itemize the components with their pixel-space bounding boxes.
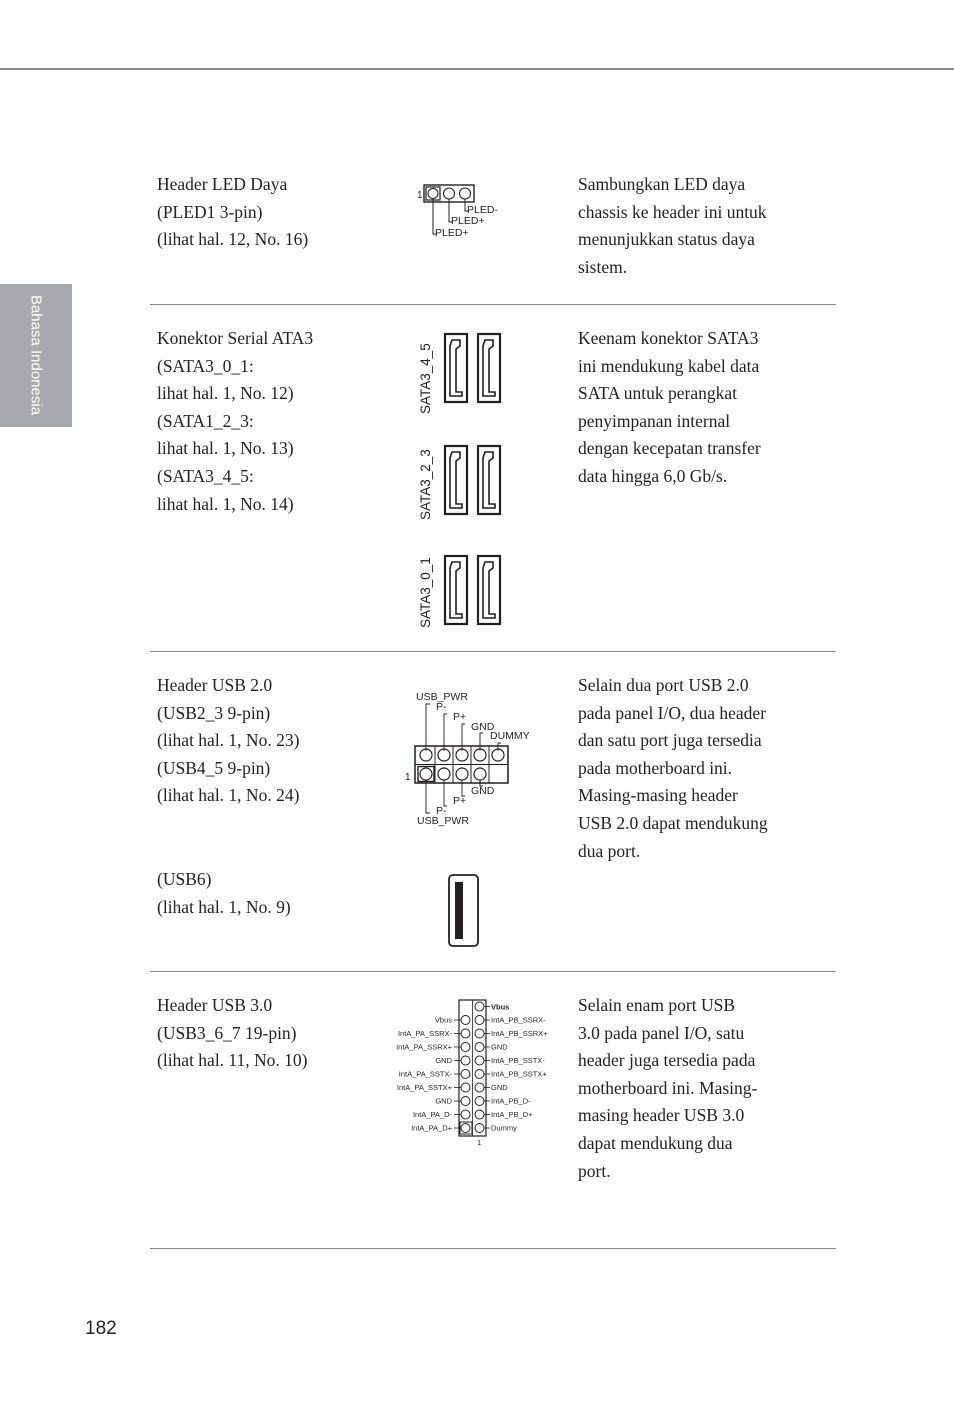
text-line: (USB2_3 9-pin)	[157, 702, 271, 723]
pin-label: IntA_PA_SSRX+	[396, 1042, 452, 1052]
pled-explanation	[578, 171, 767, 281]
pin-label: IntA_PB_SSTX+	[491, 1069, 547, 1079]
text-line: chassis ke header ini untuk	[578, 201, 767, 222]
usb3-right-labels	[491, 1016, 548, 1133]
text-line: dan satu port juga tersedia	[578, 730, 762, 751]
text-line: lihat hal. 1, No. 14)	[157, 493, 294, 514]
text-line: header juga tersedia pada	[578, 1050, 756, 1071]
pin-label: P+	[453, 795, 467, 807]
text-line: (SATA1_2_3:	[157, 410, 254, 431]
text-line: Selain dua port USB 2.0	[578, 675, 749, 695]
sata3-4-5-label: SATA3_4_5	[418, 343, 433, 414]
text-line: lihat hal. 1, No. 12)	[157, 383, 294, 404]
pin-label: IntA_PA_SSTX-	[398, 1069, 452, 1079]
usb2-description	[157, 672, 299, 810]
sata-port-icon	[478, 334, 500, 402]
pin-label: GND	[491, 1042, 508, 1052]
text-line: ini mendukung kabel data	[578, 355, 760, 376]
lead-line	[444, 780, 447, 806]
pin-label: IntA_PB_SSRX-	[491, 1015, 546, 1025]
usb3-description	[157, 992, 308, 1075]
pin-circle	[475, 1070, 484, 1079]
pin-circle	[461, 1124, 470, 1133]
pin-circle	[460, 188, 471, 199]
pin1-label: 1	[417, 190, 423, 201]
text-line: sistem.	[578, 256, 628, 277]
pin-circle	[461, 1070, 470, 1079]
pin-label: GND	[491, 1083, 508, 1093]
text-line: pada motherboard ini.	[578, 757, 733, 778]
pin-label: PLED+	[435, 227, 469, 239]
sata-explanation	[578, 325, 761, 491]
text-line: lihat hal. 1, No. 13)	[157, 438, 294, 459]
pin-label: USB_PWR	[417, 815, 469, 827]
usb-port-tongue	[455, 882, 463, 939]
pin-label: IntA_PA_SSRX-	[397, 1029, 452, 1039]
pin-label: IntA_PB_D+	[491, 1110, 533, 1120]
pin-circle	[438, 768, 450, 780]
pin-label: IntA_PB_SSRX+	[491, 1029, 548, 1039]
pin-label: IntA_PA_SSTX+	[396, 1083, 452, 1093]
pin1-label: 1	[477, 1138, 482, 1147]
pin-circle	[475, 1124, 484, 1133]
pin-circle	[475, 1002, 484, 1011]
pin-label: P-	[436, 805, 447, 817]
pin-label: PLED+	[451, 215, 485, 227]
text-line: SATA untuk perangkat	[578, 383, 737, 404]
pin-label: P+	[453, 711, 467, 723]
pin-circle	[428, 189, 438, 199]
usb-port-diagram	[446, 873, 482, 949]
pin-circle	[475, 1016, 484, 1025]
lead-line	[480, 733, 483, 751]
text-line: dua port.	[578, 840, 641, 861]
pin-circle	[420, 768, 432, 780]
text-line: motherboard ini. Masing-	[578, 1077, 758, 1098]
sata3-0-1-label: SATA3_0_1	[418, 557, 433, 628]
lead-line	[462, 724, 465, 751]
text-line: Konektor Serial ATA3	[157, 328, 314, 348]
text-line: data hingga 6,0 Gb/s.	[578, 465, 728, 486]
text-line: port.	[578, 1160, 611, 1181]
text-line: Keenam konektor SATA3	[578, 328, 759, 348]
text-line: (lihat hal. 1, No. 9)	[157, 896, 291, 917]
text-line: 3.0 pada panel I/O, satu	[578, 1022, 745, 1043]
pin1-label: 1	[405, 772, 411, 783]
pin-label: IntA_PA_D+	[411, 1123, 452, 1133]
text-line: (USB6)	[157, 869, 212, 889]
pin-label: Dummy	[491, 1123, 517, 1133]
pled-header-diagram	[410, 178, 520, 246]
pin-circle	[475, 1083, 484, 1092]
pin-circle	[461, 1083, 470, 1092]
sata-description	[157, 325, 313, 518]
pin-label: GND	[471, 721, 495, 733]
pin-circle	[461, 1016, 470, 1025]
section-divider	[150, 304, 836, 305]
language-side-tab-label: Bahasa Indonesia	[27, 294, 45, 416]
text-line: Header USB 3.0	[157, 995, 273, 1015]
text-line: (lihat hal. 1, No. 23)	[157, 730, 300, 751]
text-line: Sambungkan LED daya	[578, 174, 746, 194]
pin-circle	[475, 1110, 484, 1119]
pin-circle	[456, 768, 468, 780]
pin-label: USB_PWR	[416, 691, 468, 703]
pin-circle	[444, 188, 455, 199]
pin-circle	[475, 1029, 484, 1038]
sata-connectors-diagram	[410, 330, 520, 630]
sata-port-icon	[445, 556, 467, 624]
text-line: (USB4_5 9-pin)	[157, 757, 271, 778]
text-line: masing header USB 3.0	[578, 1105, 745, 1126]
pin-label: PLED-	[467, 204, 498, 216]
text-line: (SATA3_0_1:	[157, 355, 254, 376]
text-line: Masing-masing header	[578, 785, 738, 806]
text-line: (PLED1 3-pin)	[157, 201, 263, 222]
pin-circle	[461, 1097, 470, 1106]
text-line: Selain enam port USB	[578, 995, 735, 1015]
text-line: (USB3_6_7 19-pin)	[157, 1022, 297, 1043]
pin-label: DUMMY	[490, 730, 530, 742]
text-line: (lihat hal. 1, No. 24)	[157, 785, 300, 806]
text-line: (lihat hal. 12, No. 16)	[157, 229, 309, 250]
usb3-header-diagram	[386, 999, 566, 1149]
text-line: USB 2.0 dapat mendukung	[578, 812, 768, 833]
sata-port-icon	[478, 556, 500, 624]
text-line: dapat mendukung dua	[578, 1132, 733, 1153]
text-line: dengan kecepatan transfer	[578, 438, 761, 459]
pin-circle	[474, 768, 486, 780]
language-side-tab	[0, 284, 72, 427]
pin-circle	[461, 1029, 470, 1038]
pin-circle	[461, 1056, 470, 1065]
sata-port-icon	[445, 334, 467, 402]
pin-circle	[461, 1043, 470, 1052]
pin-circle	[475, 1056, 484, 1065]
pin-label: IntA_PA_D-	[412, 1110, 452, 1120]
pled-description	[157, 171, 308, 254]
text-line: Header USB 2.0	[157, 675, 273, 695]
pin-label: GND	[435, 1056, 452, 1066]
usb2-header-diagram	[400, 688, 550, 833]
usb6-description	[157, 866, 291, 921]
text-line: (lihat hal. 11, No. 10)	[157, 1050, 308, 1071]
pin-label: GND	[471, 785, 495, 797]
usb2-explanation	[578, 672, 768, 865]
text-line: (SATA3_4_5:	[157, 465, 254, 486]
pin-label: Vbus	[434, 1015, 452, 1025]
pin-circle	[475, 1097, 484, 1106]
page-number: 182	[85, 1318, 117, 1339]
section-divider	[150, 971, 836, 972]
section-divider	[150, 651, 836, 652]
text-line: menunjukkan status daya	[578, 229, 755, 250]
usb3-left-labels	[396, 1016, 453, 1133]
lead-line	[426, 704, 430, 751]
section-divider	[150, 1248, 836, 1249]
usb3-explanation	[578, 992, 757, 1185]
text-line: pada panel I/O, dua header	[578, 702, 767, 723]
pin-label: GND	[435, 1096, 452, 1106]
sata-port-icon	[445, 446, 467, 514]
sata-port-icon	[478, 446, 500, 514]
text-line: penyimpanan internal	[578, 410, 731, 431]
lead-line	[426, 780, 430, 813]
pin-circle	[475, 1043, 484, 1052]
pin-circle	[461, 1110, 470, 1119]
top-rule	[0, 68, 954, 70]
pin-label: IntA_PB_D-	[491, 1096, 531, 1106]
text-line: Header LED Daya	[157, 174, 288, 194]
sata3-2-3-label: SATA3_2_3	[418, 449, 433, 520]
pin-label: P-	[436, 701, 447, 713]
pin-label: IntA_PB_SSTX-	[491, 1056, 545, 1066]
pin-label-vbus-top: Vbus	[491, 1002, 510, 1012]
usb-port-outline	[449, 875, 478, 946]
